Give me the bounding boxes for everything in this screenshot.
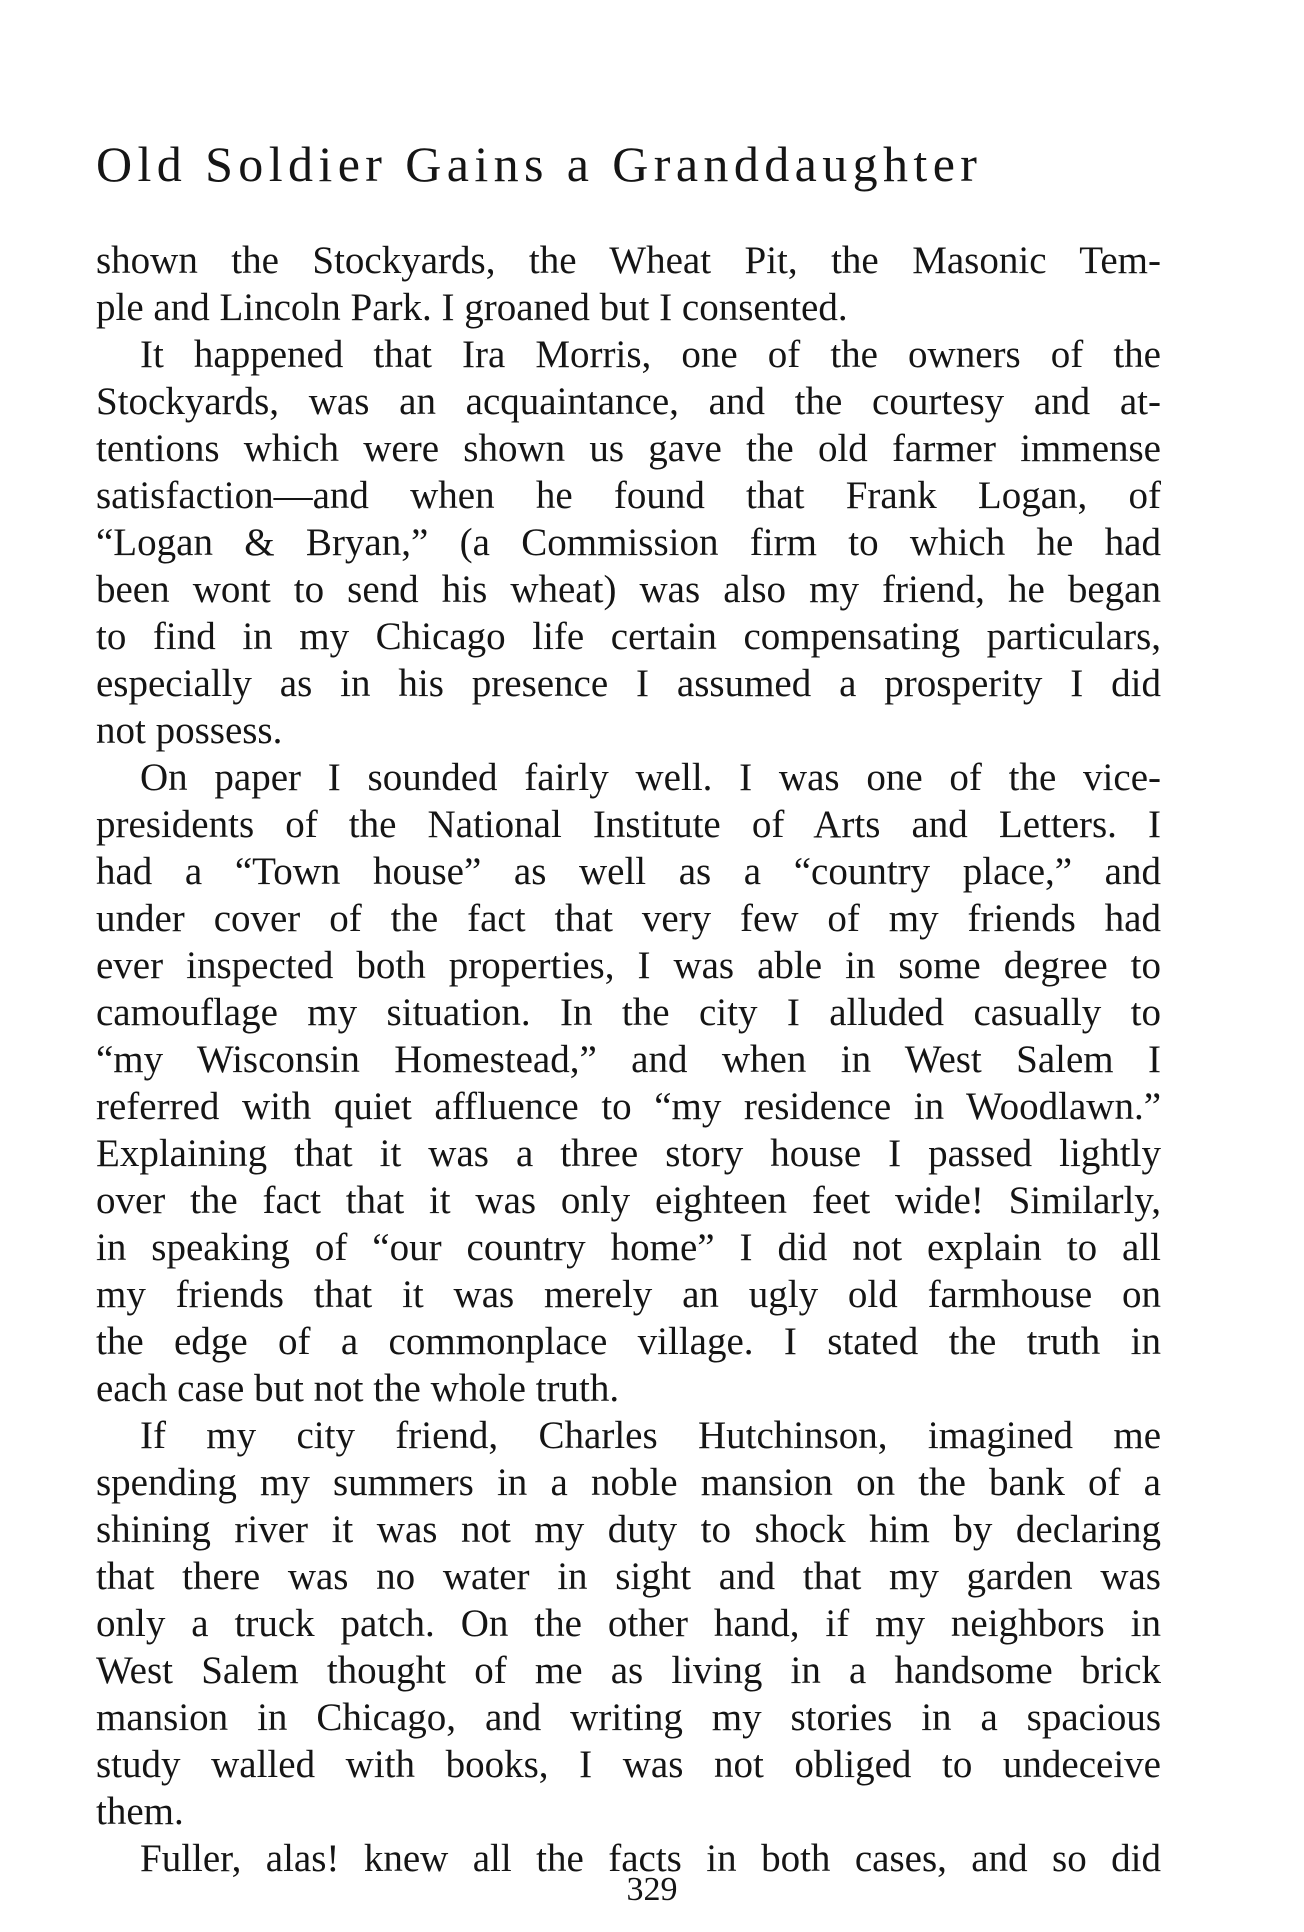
text-line: them. (96, 1790, 184, 1833)
text-line: been wont to send his wheat) was also my friend, he began (96, 568, 1161, 611)
text-line: ever inspected both properties, I was able in some degree to (96, 944, 1161, 987)
text-line: under cover of the fact that very few of my friends had (96, 897, 1161, 940)
text-line: Explaining that it was a three story house I passed lightly (96, 1132, 1161, 1175)
text-line: the edge of a commonplace village. I stated the truth in (96, 1320, 1161, 1363)
text-line: tentions which were shown us gave the old farmer immense (96, 427, 1161, 470)
text-line: my friends that it was merely an ugly old farmhouse on (96, 1273, 1161, 1316)
text-line: West Salem thought of me as living in a handsome brick (96, 1649, 1161, 1692)
text-line: only a truck patch. On the other hand, if my neighbors in (96, 1602, 1161, 1645)
text-line: shown the Stockyards, the Wheat Pit, the Masonic Tem- (96, 239, 1161, 282)
text-line: not possess. (96, 709, 283, 752)
text-line: ple and Lincoln Park. I groaned but I consented. (96, 286, 848, 329)
text-line: Stockyards, was an acquaintance, and the courtesy and at- (96, 380, 1161, 423)
text-line: satisfaction—and when he found that Frank Logan, of (96, 474, 1161, 517)
text-line: On paper I sounded fairly well. I was one of the vice- (140, 756, 1161, 799)
text-line: camouflage my situation. In the city I alluded casually to (96, 991, 1161, 1034)
text-line: It happened that Ira Morris, one of the owners of the (140, 333, 1161, 376)
text-line: had a “Town house” as well as a “country place,” and (96, 850, 1161, 893)
text-line: each case but not the whole truth. (96, 1367, 620, 1410)
text-line: presidents of the National Institute of Arts and Letters. I (96, 803, 1161, 846)
text-line: that there was no water in sight and that my garden was (96, 1555, 1161, 1598)
text-line: in speaking of “our country home” I did not explain to all (96, 1226, 1161, 1269)
text-line: study walled with books, I was not obliged to undeceive (96, 1743, 1161, 1786)
text-line: spending my summers in a noble mansion on the bank of a (96, 1461, 1161, 1504)
body-text (96, 237, 1161, 1882)
text-line: especially as in his presence I assumed a prosperity I did (96, 662, 1161, 705)
text-line: referred with quiet affluence to “my residence in Woodlawn.” (96, 1085, 1161, 1128)
text-line: over the fact that it was only eighteen feet wide! Similarly, (96, 1179, 1161, 1222)
text-line: “my Wisconsin Homestead,” and when in West Salem I (96, 1038, 1161, 1081)
text-line: to find in my Chicago life certain compensating particulars, (96, 615, 1161, 658)
text-line: Fuller, alas! knew all the facts in both cases, and so did (140, 1837, 1161, 1880)
running-head: Old Soldier Gains a Granddaughter (96, 136, 983, 192)
text-line: If my city friend, Charles Hutchinson, imagined me (140, 1414, 1161, 1457)
page-number: 329 (626, 1871, 678, 1908)
text-line: mansion in Chicago, and writing my stories in a spacious (96, 1696, 1161, 1739)
text-line: “Logan & Bryan,” (a Commission firm to which he had (96, 521, 1161, 564)
text-line: shining river it was not my duty to shock him by declaring (96, 1508, 1161, 1551)
